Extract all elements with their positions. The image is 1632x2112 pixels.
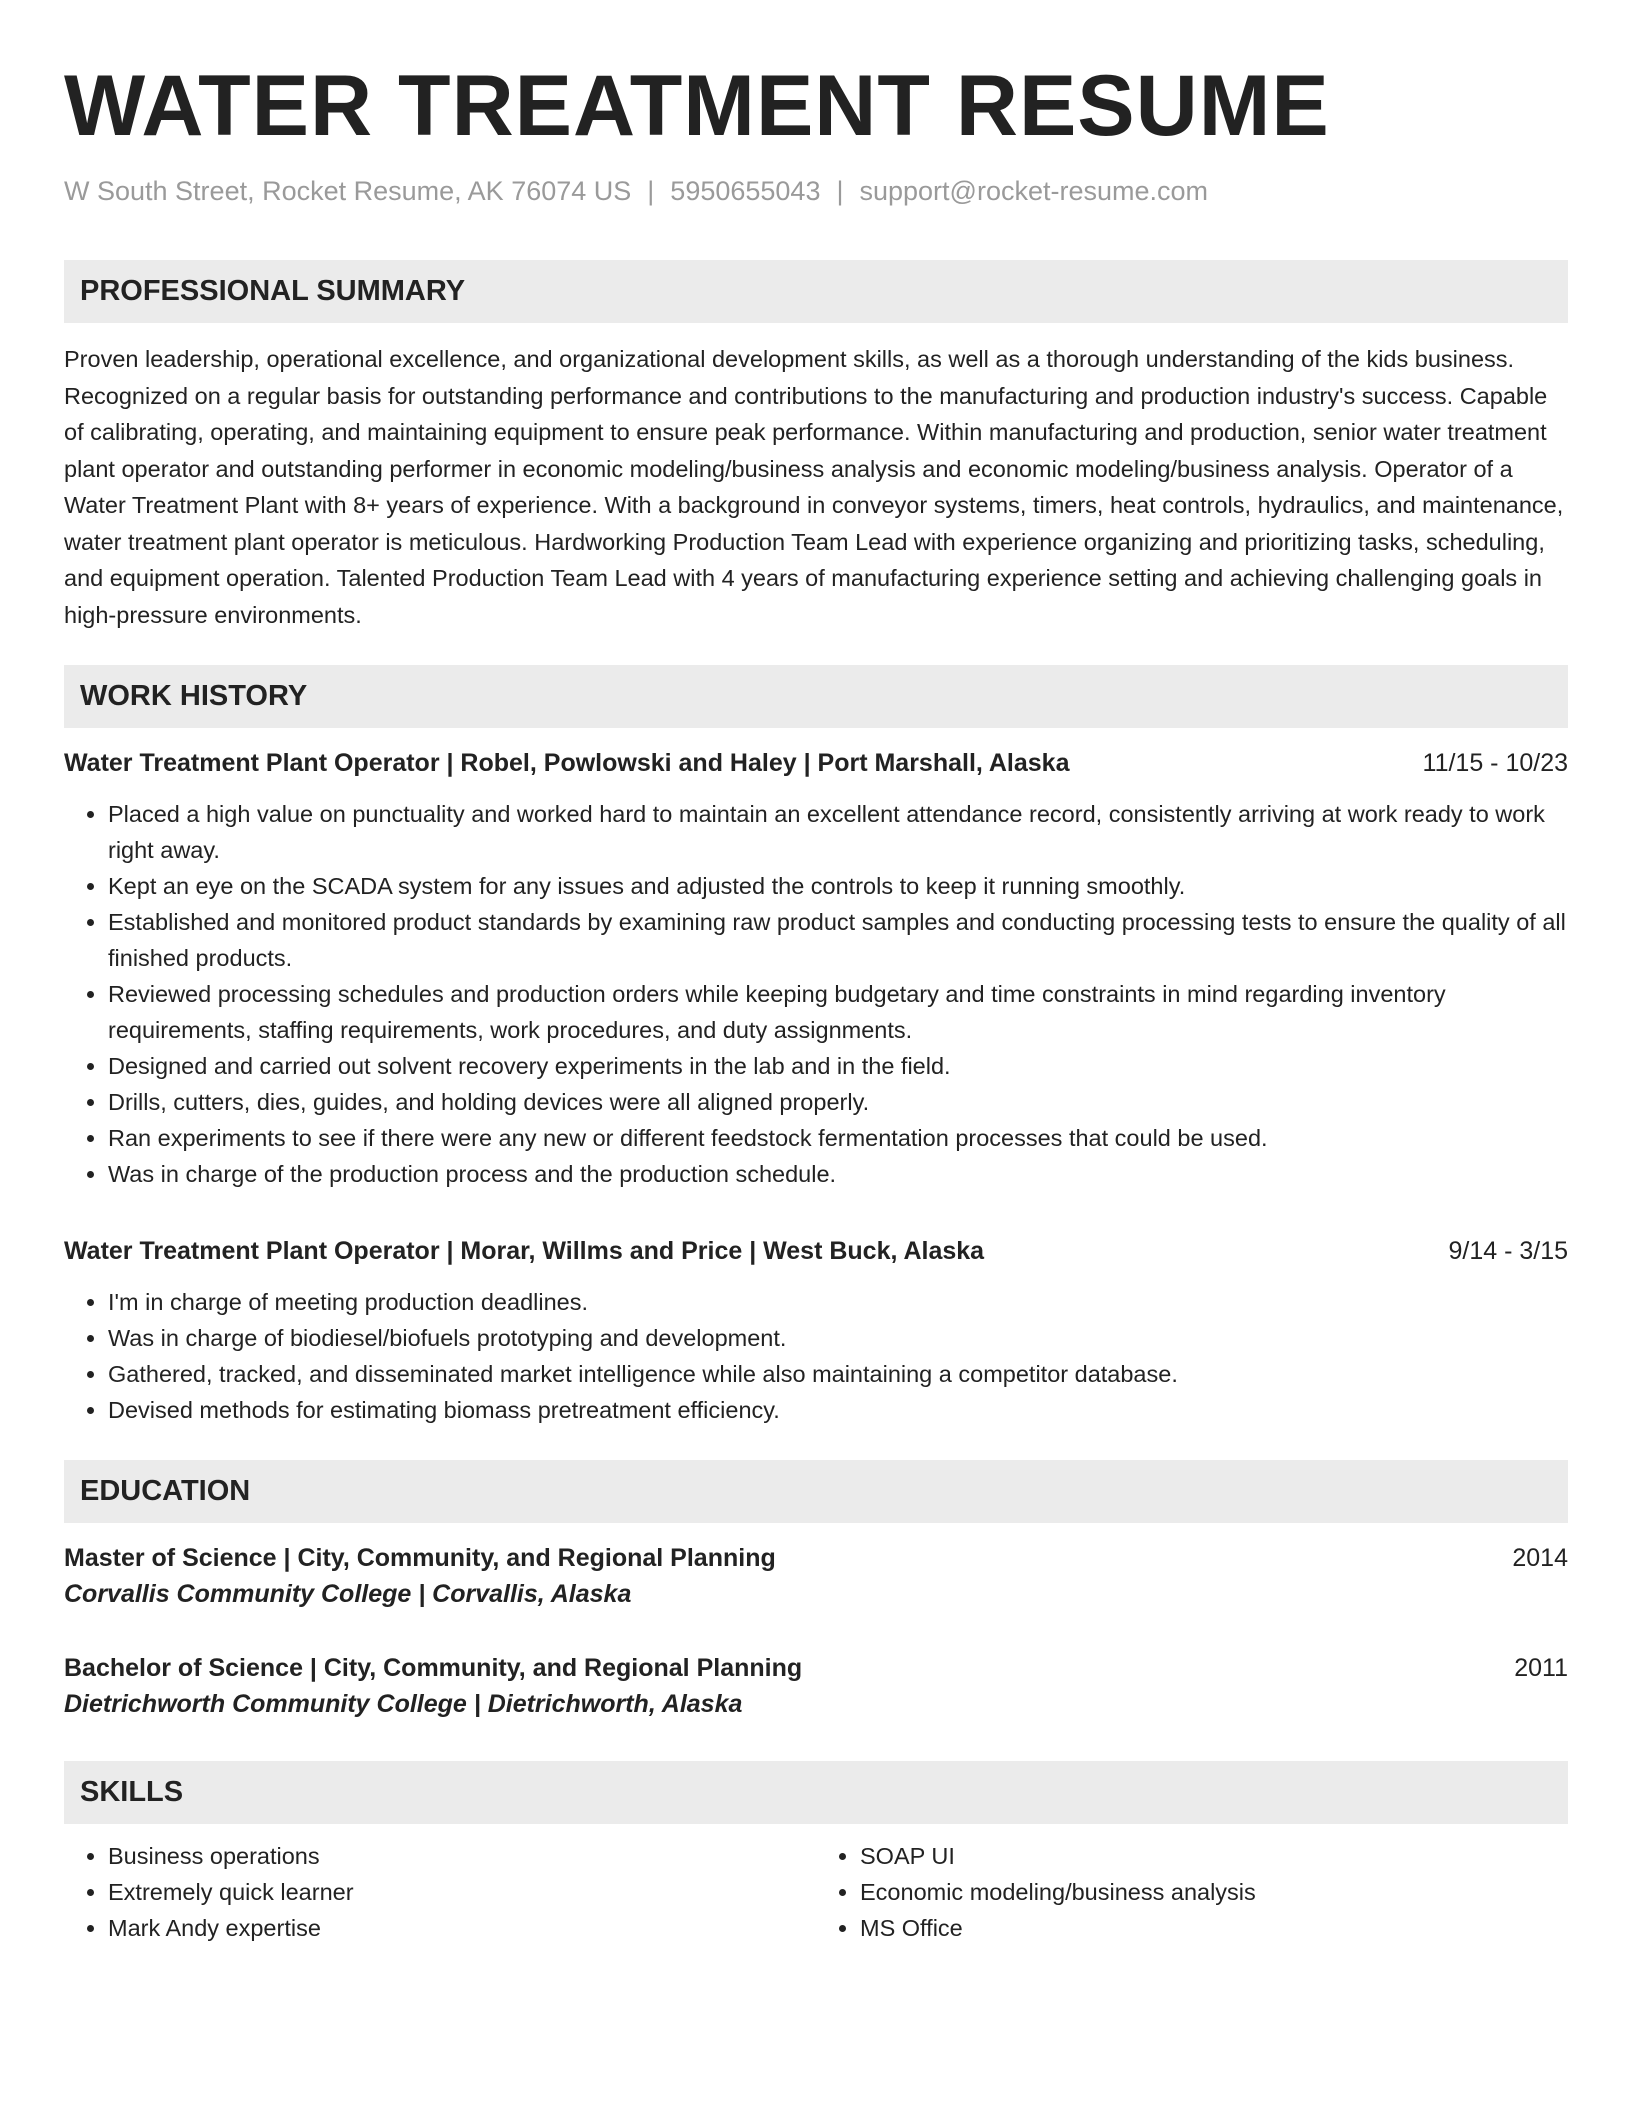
skill-item: • Extremely quick learner — [108, 1874, 816, 1910]
job-title: Water Treatment Plant Operator | Morar, Willms and Price | West Buck, Alaska — [64, 1237, 985, 1265]
skills-column-right — [816, 1838, 1568, 1946]
job-bullet: • Kept an eye on the SCADA system for any issues and adjusted the controls to keep it running smoothly. — [108, 868, 1568, 904]
skill-item: • SOAP UI — [860, 1838, 1568, 1874]
section-header-summary: PROFESSIONAL SUMMARY — [64, 260, 1568, 323]
job-header — [64, 746, 1568, 780]
job-bullet: • Was in charge of biodiesel/biofuels prototyping and development. — [108, 1320, 1568, 1356]
job-bullet: • Devised methods for estimating biomass pretreatment efficiency. — [108, 1392, 1568, 1428]
skill-item: • Economic modeling/business analysis — [860, 1874, 1568, 1910]
section-header-education: EDUCATION — [64, 1460, 1568, 1523]
skills-column-left — [64, 1838, 816, 1946]
job-bullet: • Was in charge of the production process and the production schedule. — [108, 1156, 1568, 1192]
resume-title: WATER TREATMENT RESUME — [64, 58, 1330, 154]
job-bullets — [64, 796, 1568, 1192]
education-header — [64, 1541, 1568, 1575]
section-header-work-history: WORK HISTORY — [64, 665, 1568, 728]
job-bullet: • Reviewed processing schedules and production orders while keeping budgetary and time constraints in mind regarding inventory requirements, staffing requirements, work procedures, and duty assignments. — [108, 976, 1568, 1048]
skills-grid — [64, 1838, 1568, 1946]
job-entry — [64, 746, 1568, 1192]
job-dates: 9/14 - 3/15 — [1448, 1237, 1568, 1265]
job-header — [64, 1234, 1568, 1268]
contact-line — [64, 174, 1568, 208]
job-bullet: • Established and monitored product standards by examining raw product samples and conducting processing tests to ensure the quality of all finished products. — [108, 904, 1568, 976]
job-bullet: • I'm in charge of meeting production deadlines. — [108, 1284, 1568, 1320]
summary-text: Proven leadership, operational excellence, and organizational development skills, as well as a thorough understanding of the kids business. Recognized on a regular basis for outstanding performance and contributions to the manufacturing and production industry's success. Capable of calibrating, operating, and maintaining equipment to ensure peak performance. Within manufacturing and production, senior water treatment plant operator and outstanding performer in economic modeling/business analysis and economic modeling/business analysis. Operator of a Water Treatment Plant with 8+ years of experience. With a background in conveyor systems, timers, heat controls, hydraulics, and maintenance, water treatment plant operator is meticulous. Hardworking Production Team Lead with experience organizing and prioritizing tasks, scheduling, and equipment operation. Talented Production Team Lead with 4 years of manufacturing experience setting and achieving challenging goals in high-pressure environments. — [64, 346, 1564, 628]
skill-item: • MS Office — [860, 1910, 1568, 1946]
education-entry — [64, 1651, 1568, 1723]
skill-item: • Business operations — [108, 1838, 816, 1874]
education-entry — [64, 1541, 1568, 1613]
skill-item: • Mark Andy expertise — [108, 1910, 816, 1946]
job-title: Water Treatment Plant Operator | Robel, Powlowski and Haley | Port Marshall, Alaska — [64, 749, 1070, 777]
contact-email: support@rocket-resume.com — [859, 176, 1209, 206]
skills-list — [816, 1838, 1568, 1946]
education-school: Dietrichworth Community College | Dietrichworth, Alaska — [64, 1690, 743, 1718]
job-bullet: • Ran experiments to see if there were any new or different feedstock fermentation processes that could be used. — [108, 1120, 1568, 1156]
education-year: 2011 — [1514, 1654, 1568, 1682]
contact-address: W South Street, Rocket Resume, AK 76074 US — [64, 176, 632, 206]
education-school: Corvallis Community College | Corvallis, Alaska — [64, 1580, 632, 1608]
education-year: 2014 — [1512, 1544, 1568, 1572]
education-degree: Master of Science | City, Community, and Regional Planning — [64, 1544, 776, 1572]
skills-list — [64, 1838, 816, 1946]
job-entry — [64, 1234, 1568, 1428]
contact-phone: 5950655043 — [670, 176, 821, 206]
job-bullets — [64, 1284, 1568, 1428]
education-degree: Bachelor of Science | City, Community, and Regional Planning — [64, 1654, 803, 1682]
contact-separator: | — [647, 176, 655, 206]
job-bullet: • Drills, cutters, dies, guides, and holding devices were all aligned properly. — [108, 1084, 1568, 1120]
section-header-skills: SKILLS — [64, 1761, 1568, 1824]
job-bullet: • Designed and carried out solvent recovery experiments in the lab and in the field. — [108, 1048, 1568, 1084]
job-dates: 11/15 - 10/23 — [1422, 749, 1568, 777]
job-bullet: • Gathered, tracked, and disseminated market intelligence while also maintaining a competitor database. — [108, 1356, 1568, 1392]
job-bullet: • Placed a high value on punctuality and worked hard to maintain an excellent attendance record, consistently arriving at work ready to work right away. — [108, 796, 1568, 868]
education-header — [64, 1651, 1568, 1685]
contact-separator: | — [836, 176, 844, 206]
